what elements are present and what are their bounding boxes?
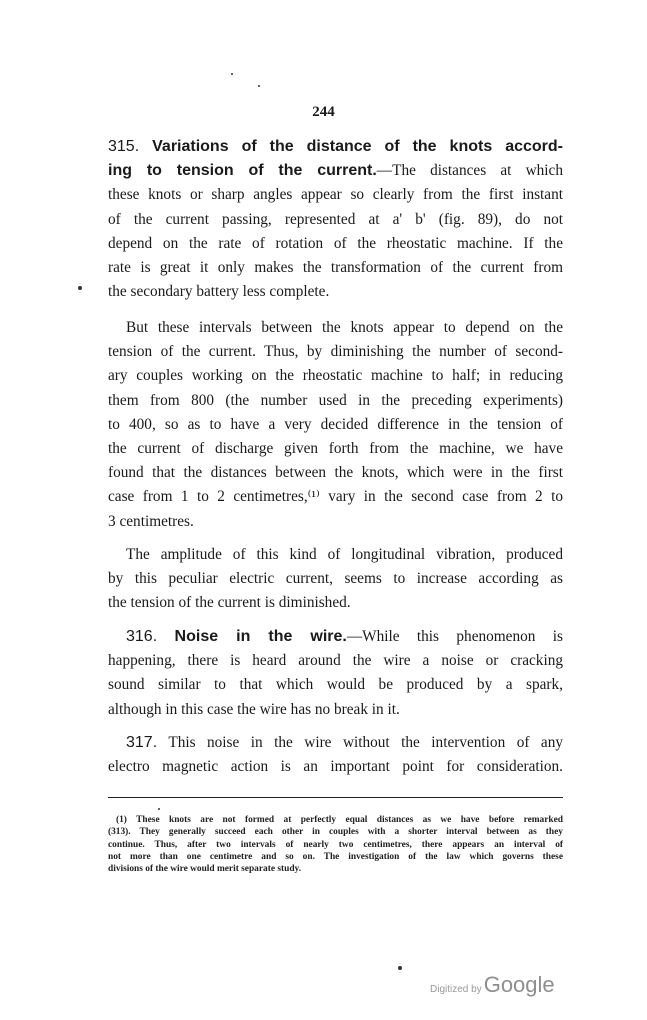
footnote-divider: [108, 797, 563, 798]
paragraph-amplitude: [108, 543, 563, 616]
section-number: 315.: [108, 138, 140, 155]
body-line: depend on the rate of rotation of the rheostatic machine. If the: [108, 234, 563, 252]
section-316-heading-line: [108, 625, 563, 649]
body-line: the secondary battery less complete.: [108, 283, 330, 301]
section-number: 317.: [126, 734, 158, 751]
section-317-heading-line: [108, 731, 563, 755]
digitized-watermark: [430, 972, 555, 998]
section-315-heading-line-2: [108, 159, 563, 183]
section-316: [108, 625, 563, 722]
body-line: found that the distances between the knots, which were in the first: [108, 464, 563, 482]
watermark-brand: Google: [483, 972, 555, 997]
body-line: of the current passing, represented at a' b' (fig. 89), do not: [108, 210, 563, 228]
section-number: 316.: [126, 628, 158, 645]
body-line: the tension of the current is diminished.: [108, 594, 351, 612]
body-line: rate is great it only makes the transformation of the current from: [108, 259, 563, 277]
section-317: [108, 731, 563, 779]
section-title: ing to tension of the current.: [108, 162, 377, 180]
body-line: by this peculiar electric current, seems to increase according as: [108, 570, 563, 588]
body-text: —While this phenomenon is: [346, 628, 564, 645]
body-line: the current of discharge given forth from the machine, we have: [108, 440, 563, 458]
section-title: Variations of the distance of the knots accord-: [152, 138, 563, 155]
body-line: these knots or sharp angles appear so clearly from the first instant: [108, 186, 563, 204]
paragraph-intervals: [108, 316, 563, 534]
body-line: ary couples working on the rheostatic machine to half; in reducing: [108, 367, 563, 385]
scan-speck: [258, 85, 260, 87]
section-315-heading-line-1: [108, 135, 563, 159]
footnote-line: divisions of the wire would merit separate study.: [108, 864, 302, 875]
body-text: This noise in the wire without the intervention of any: [168, 734, 563, 751]
body-line: happening, there is heard around the wire a noise or cracking: [108, 652, 563, 670]
body-line: But these intervals between the knots appear to depend on the: [126, 319, 563, 336]
footnote-line: continue. Thus, after two intervals of nearly two centimetres, there appears an interval of: [108, 839, 563, 850]
body-line: case from 1 to 2 centimetres,⁽¹⁾ vary in the second case from 2 to: [108, 488, 563, 506]
scan-speck: [158, 808, 160, 810]
body-text: —The distances at which: [376, 162, 563, 180]
footnote-line: not more than one centimetre and so on. The investigation of the law which governs these: [108, 851, 563, 862]
footnote: [108, 814, 563, 875]
section-title: Noise in the wire.: [174, 628, 347, 645]
body-line: them from 800 (the number used in the preceding experiments): [108, 391, 563, 409]
body-line: tension of the current. Thus, by diminishing the number of second-: [108, 343, 563, 361]
page-number: 244: [312, 104, 335, 120]
section-315: [108, 135, 563, 304]
body-line: although in this case the wire has no break in it.: [108, 700, 400, 718]
body-line: 3 centimetres.: [108, 512, 194, 530]
body-line: electro magnetic action is an important point for consideration.: [108, 758, 563, 776]
scan-speck: [231, 73, 233, 75]
watermark-prefix: Digitized by: [430, 984, 482, 995]
body-line: to 400, so as to have a very decided difference in the tension of: [108, 415, 563, 433]
body-line: The amplitude of this kind of longitudinal vibration, produced: [126, 546, 563, 563]
footnote-line: (1) These knots are not formed at perfectly equal distances as we have before remarked: [116, 815, 563, 825]
scan-speck: [78, 286, 82, 290]
body-line: sound similar to that which would be produced by a spark,: [108, 676, 563, 694]
scan-speck: [398, 966, 402, 970]
footnote-line: (313). They generally succeed each other in couples with a shorter interval between as they: [108, 827, 563, 838]
